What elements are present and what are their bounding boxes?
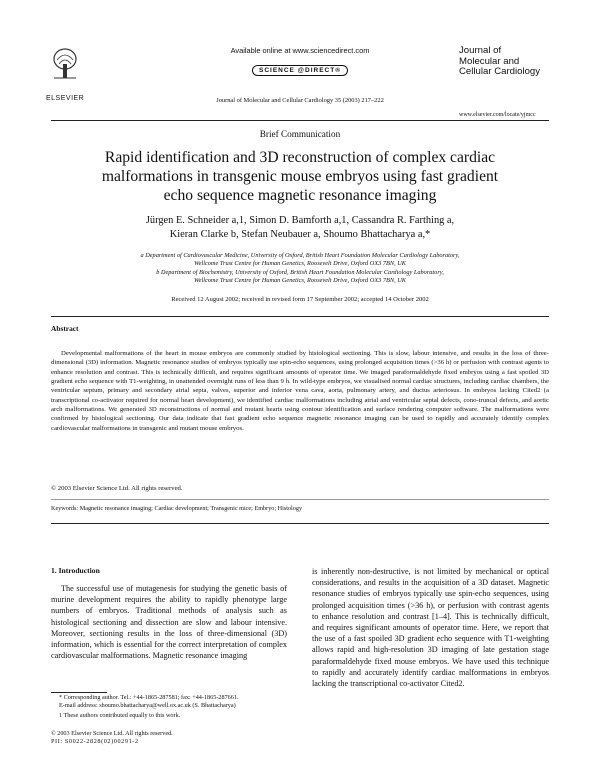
affiliations: a Department of Cardiovascular Medicine, University of Oxford, British Heart Foundation Molecular Cardiology Laboratory, Wellcome Trust Centre for Human Genetics, Roosevelt Drive, Oxford OX3 7BN, UK b Department of Biochemistry, University of Oxford, British Heart Foundation Molecular Cardiology Laboratory, Wellcome Trust Centre for Human Genetics, Roosevelt Drive, Oxford OX3 7BN, UK <box>140 252 460 285</box>
header-rule <box>51 120 549 121</box>
abstract-bottom-rule <box>51 523 549 524</box>
intro-column-1: The successful use of mutagenesis for studying the genetic basis of murine development requires the ability to rapidly phenotype large numbers of embryos. Traditional methods of analysis such as histological sectioning and dissection are slow and labour intensive. Moreover, sectioning results in the loss of three-dimensional (3D) information, which is essential for the correct interpretation of complex cardiovascular malformations. Magnetic resonance imaging <box>51 584 287 661</box>
intro-column-2: is inherently non-destructive, is not limited by mechanical or optical considerations, and results in the acquisition of a 3D dataset. Magnetic resonance studies of embryos typically use spin-echo sequences, using prolonged acquisition times (>36 h), or perfusion with contrast agents to enhance resolution and contrast [1–4]. This is technically difficult, and requires significant amounts of operator time. Here, we report that the use of a fast spoiled 3D gradient echo sequence with T1-weighting allows rapid and high-resolution 3D imaging of late gestation stage paraformaldehyde fixed mouse embryos. We have used this technique to rapidly and accurately identify cardiac malformations in embryos lacking the transcriptional co-activator Cited2. <box>312 567 549 689</box>
sciencedirect-logo: SCIENCE @DIRECT® <box>180 59 420 77</box>
publisher-logo-text: ELSEVIER <box>46 95 85 102</box>
abstract-top-rule <box>51 316 549 317</box>
abstract-heading: Abstract <box>51 324 79 333</box>
footnote-rule <box>51 692 107 693</box>
elsevier-tree-logo <box>52 48 78 80</box>
journal-url: www.elsevier.com/locate/yjmcc <box>459 112 536 118</box>
keywords: Keywords: Magnetic resonance imaging; Cardiac development; Transgenic mice; Embryo; Histology <box>51 505 303 512</box>
abstract-copyright: © 2003 Elsevier Science Ltd. All rights reserved. <box>51 485 183 492</box>
authors: Jürgen E. Schneider a,1, Simon D. Bamforth a,1, Cassandra R. Farthing a, Kieran Clarke b, Stefan Neubauer a, Shoumo Bhattacharya a,* <box>145 215 455 240</box>
footer-pii: PII: S0022-2828(02)00291-2 <box>51 738 139 745</box>
intro-heading: 1. Introduction <box>51 566 100 575</box>
abstract-text: Developmental malformations of the heart in mouse embryos are commonly studied by histological sectioning. This is slow, labour intensive, and results in the loss of three-dimensional (3D) information. Magnetic resonance studies of embryos typically use spin-echo sequences, using prolonged acquisition times (>36 h) or perfusion with contrast agents to enhance resolution and contrast. This is technically difficult, and requires significant amounts of operator time. We imaged paraformaldehyde fixed embryos using a fast spoiled 3D gradient echo sequence with T1-weighting, in unattended overnight runs of less than 9 h. In wild-type embryos, we visualised normal cardiac structures, including cardiac chambers, the ventricular septum, primary and secondary atrial septa, valves, superior and inferior vena cava, aorta, pulmonary artery, and ductus arteriosus. In embryos lacking Cited2 (a transcriptional co-activator required for normal heart development), we identified cardiac malformations including atrial and ventricular septal defects, cono-truncal defects, and aortic arch malformations. We generated 3D reconstructions of normal and mutant hearts using contour identification and surface rendering computer software. The malformations were confirmed by histological sectioning. Our data indicate that fast gradient echo sequence magnetic resonance imaging can be used to rapidly and accurately identify complex cardiovascular malformations in transgenic and mutant mouse embryos. <box>51 350 549 432</box>
journal-name: Journal of Molecular and Cellular Cardiology <box>459 45 541 77</box>
keywords-rule <box>51 499 549 500</box>
available-online: Available online at www.sciencedirect.com <box>230 46 370 55</box>
article-type: Brief Communication <box>259 129 341 139</box>
received-dates: Received 12 August 2002; received in revised form 17 September 2002; accepted 14 October 2002 <box>171 296 429 303</box>
journal-citation: Journal of Molecular and Cellular Cardiology 35 (2003) 217–222 <box>216 97 384 104</box>
article-title: Rapid identification and 3D reconstruction of complex cardiac malformations in transgenic mouse embryos using fast gradient echo sequence magnetic resonance imaging <box>101 149 499 204</box>
footnotes: * Corresponding author. Tel.: +44-1865-287581; fax: +44-1865-287661. E-mail address: shoumo.bhattacharya@well.ox.ac.uk (S. Bhattacharya) 1 These authors contributed equally to this work. <box>59 694 239 720</box>
footer-copyright: © 2003 Elsevier Science Ltd. All rights reserved. <box>51 730 173 737</box>
